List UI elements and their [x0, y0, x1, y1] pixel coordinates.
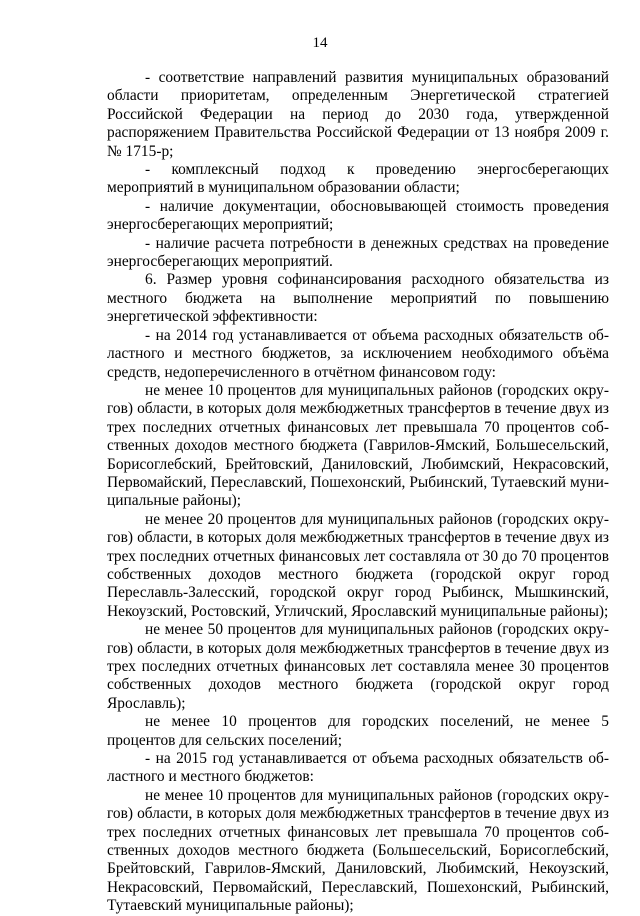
paragraph: - наличие расчета потребности в денежных средствах на проведение энергосберегающих мероприятий. [107, 234, 609, 271]
paragraph: - комплексный подход к проведению энергосберегающих мероприятий в муниципальном образовании области; [107, 161, 609, 197]
paragraph: не менее 20 процентов для муниципальных районов (городских округов) области, в которых доля межбюджетных трансфертов в течение двух из трех последних отчетных финансовых лет составляла от 30 до 70 процентов собственных доходов местного бюджета (городской округ город Переславль-Залесский, городской округ город Рыбинск, Мышкинский, Некоузский, Ростовский, Угличский, Ярославский муниципальные районы); [107, 510, 609, 620]
paragraph: - соответствие направлений развития муниципальных образований области приоритетам, определенным Энергетической стратегией Российской Федерации на период до 2030 года, утвержденной распоряжением Правительства Российской Федерации от 13 ноября 2009 г. № 1715-р; [107, 69, 609, 160]
paragraph: - на 2014 год устанавливается от объема расходных обязательств областного и местного бюджетов, за исключением необходимого объёма средств, недоперечисленного в отчётном финансовом году: [107, 326, 609, 381]
paragraph: не менее 10 процентов для муниципальных районов (городских округов) области, в которых доля межбюджетных трансфертов в течение двух из трех последних отчетных финансовых лет превышала 70 процентов собственных доходов местного бюджета (Гаврилов-Ямский, Большесельский, Борисоглебский, Брейтовский, Даниловский, Любимский, Некрасовский, Первомайский, Переславский, Пошехонский, Рыбинский, Тутаевский муниципальные районы); [107, 381, 609, 510]
paragraph: - наличие документации, обосновывающей стоимость проведения энергосберегающих мероприятий; [107, 197, 609, 234]
paragraph: 6. Размер уровня софинансирования расходного обязательства из местного бюджета на выполнение мероприятий по повышению энергетической эффективности: [107, 271, 609, 326]
document-body [107, 69, 609, 916]
paragraph: - на 2015 год устанавливается от объема расходных обязательств областного и местного бюджетов: [107, 750, 609, 786]
paragraph: не менее 10 процентов для городских поселений, не менее 5 процентов для сельских поселений; [107, 713, 609, 749]
page-number: 14 [312, 35, 328, 51]
paragraph: не менее 50 процентов для муниципальных районов (городских округов) области, в которых доля межбюджетных трансфертов в течение двух из трех последних отчетных финансовых лет составляла менее 30 процентов собственных доходов местного бюджета (городской округ город Ярославль); [107, 621, 609, 712]
paragraph: не менее 10 процентов для муниципальных районов (городских округов) области, в которых доля межбюджетных трансфертов в течение двух из трех последних отчетных финансовых лет превышала 70 процентов собственных доходов местного бюджета (Большесельский, Борисоглебский, Брейтовский, Гаврилов-Ямский, Даниловский, Любимский, Некоузский, Некрасовский, Первомайский, Переславский, Пошехонский, Рыбинский, Тутаевский муниципальные районы); [107, 786, 609, 915]
